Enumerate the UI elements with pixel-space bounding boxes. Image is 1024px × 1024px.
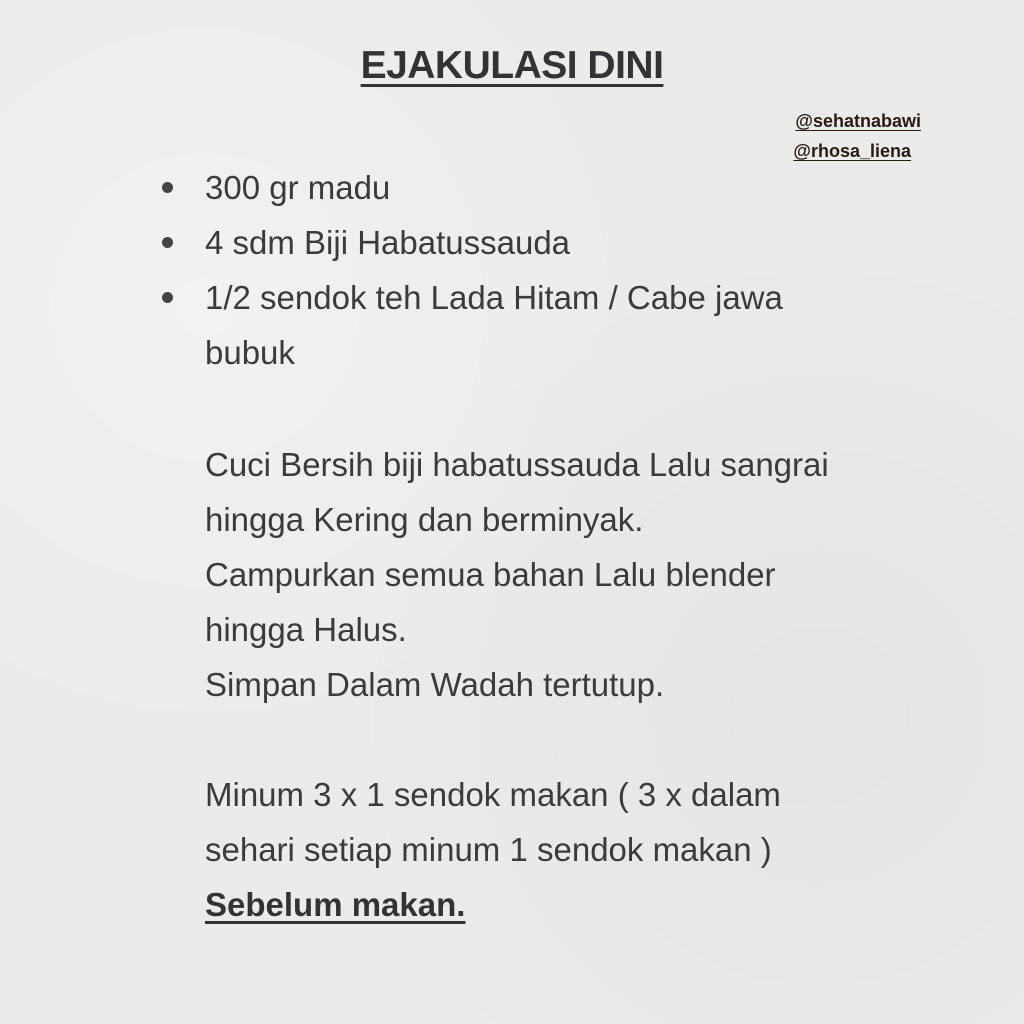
step-line: Simpan Dalam Wadah tertutup.	[205, 666, 665, 703]
ingredient-item	[158, 270, 918, 325]
title-text: EJAKULASI DINI	[360, 44, 664, 87]
ingredient-text: 4 sdm Biji Habatussauda	[205, 224, 571, 261]
ingredient-text: 300 gr madu	[205, 169, 391, 206]
emphasis-note	[205, 877, 965, 932]
bullet-icon	[162, 182, 173, 193]
page-title	[0, 44, 1024, 88]
bullet-icon	[162, 237, 173, 248]
step-line: Campurkan semua bahan Lalu blender	[205, 556, 776, 593]
dosage-line: Minum 3 x 1 sendok makan ( 3 x dalam	[205, 776, 781, 813]
step-line: hingga Kering dan berminyak.	[205, 501, 644, 538]
ingredient-item-continued	[158, 325, 918, 380]
ingredient-text: bubuk	[205, 334, 295, 371]
ingredient-item	[158, 215, 918, 270]
dosage-instructions	[205, 767, 965, 932]
preparation-steps	[205, 437, 965, 712]
ingredient-text: 1/2 sendok teh Lada Hitam / Cabe jawa	[205, 279, 783, 316]
emphasis-text: Sebelum makan.	[205, 886, 466, 923]
dosage-line: sehari setiap minum 1 sendok makan )	[205, 831, 772, 868]
handle-sehatnabawi: @sehatnabawi	[795, 111, 921, 131]
bullet-icon	[162, 292, 173, 303]
step-line: hingga Halus.	[205, 611, 407, 648]
ingredient-item	[158, 160, 918, 215]
handle-rhosa-liena: @rhosa_liena	[793, 141, 911, 161]
step-line: Cuci Bersih biji habatussauda Lalu sangrai	[205, 446, 829, 483]
ingredient-list	[158, 160, 918, 380]
social-handles	[793, 106, 921, 166]
